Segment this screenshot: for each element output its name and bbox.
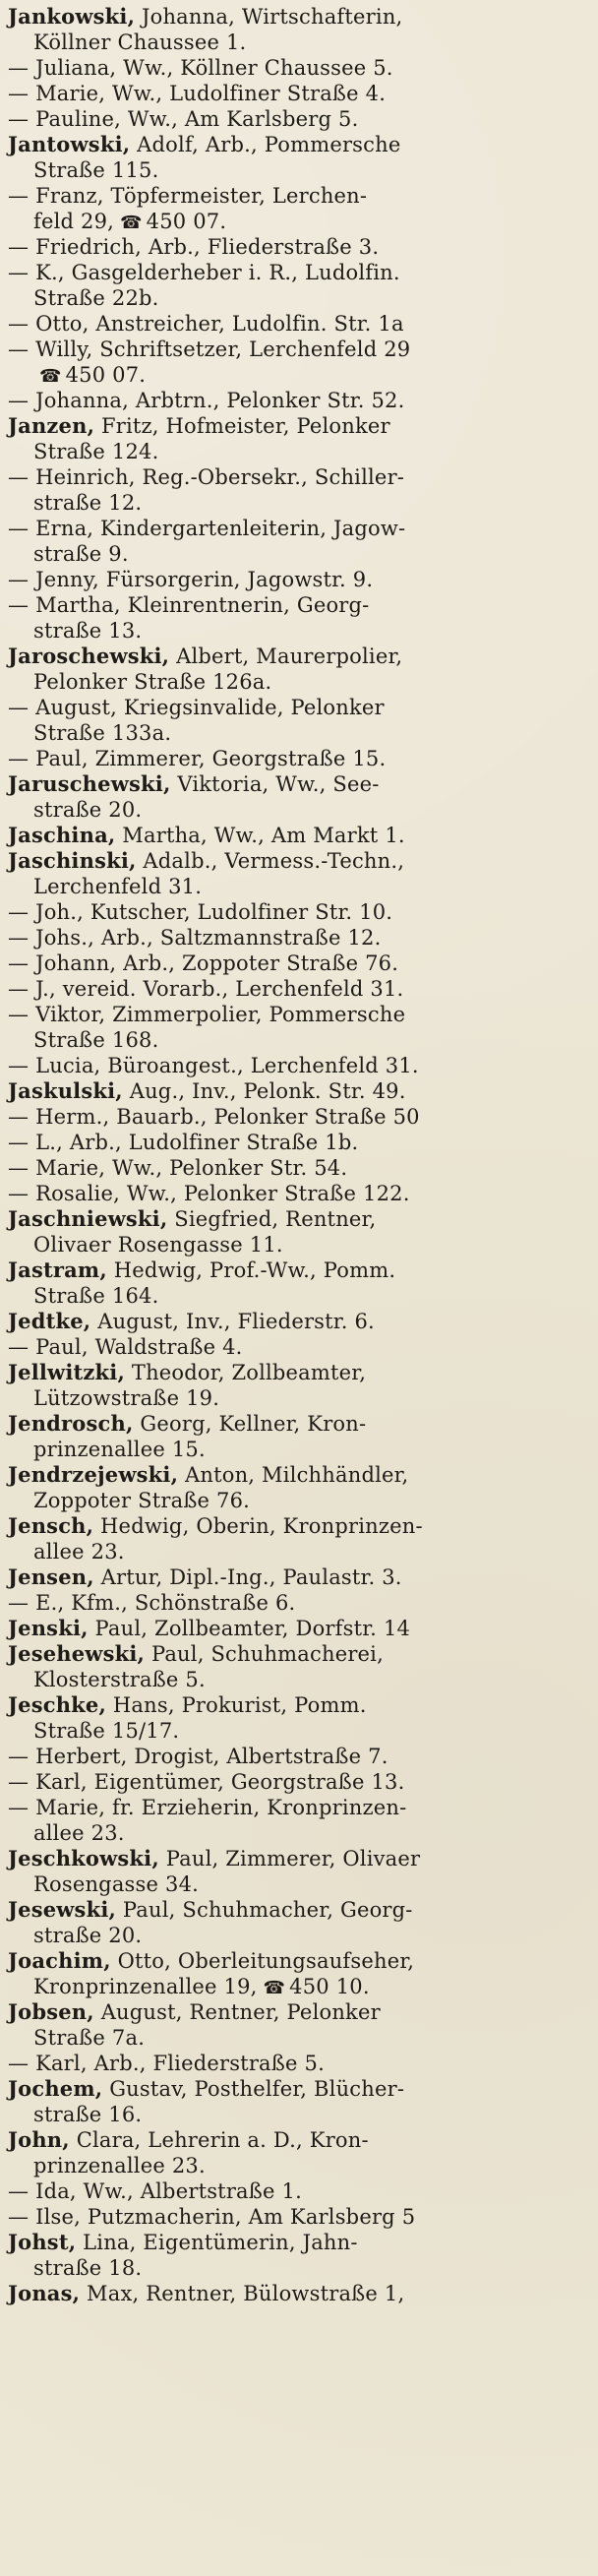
entry-continuation-line [8,439,590,464]
entry-start-line [8,413,590,439]
entry-surname: Joachim, [8,1948,111,1973]
entry-text: — Pauline, Ww., Am Karlsberg 5. [8,107,359,131]
entry-surname: Jaschinski, [8,848,137,873]
entry-continuation-line [8,1923,590,1948]
telephone-number: 450 07. [65,363,147,387]
telephone-number: 450 07. [146,210,227,233]
entry-start-line [8,2127,590,2153]
entry-dash-line [8,1104,590,1130]
entry-start-line [8,1948,590,1974]
entry-continuation-line [8,541,590,567]
entry-text: — Marie, Ww., Ludolfiner Straße 4. [8,82,387,105]
entry-continuation-text: Zoppoter Straße 76. [33,1489,251,1512]
entry-continuation-line [8,1283,590,1309]
entry-text: — Rosalie, Ww., Pelonker Straße 122. [8,1182,410,1205]
entry-dash-line [8,746,590,771]
entry-dash-line [8,55,590,81]
entry-text: — L., Arb., Ludolfiner Straße 1b. [8,1131,359,1154]
entry-continuation-text: straße 20. [33,798,143,822]
entry-surname: Johst, [8,2230,77,2254]
entry-dash-line [8,337,590,362]
entry-text: — Franz, Töpfermeister, Lerchen- [8,184,368,208]
entry-text: — Heinrich, Reg.-Obersekr., Schiller- [8,465,405,489]
entry-text: — Marie, Ww., Pelonker Str. 54. [8,1156,348,1180]
entry-start-line [8,1846,590,1871]
entry-details: Fritz, Hofmeister, Pelonker [100,414,390,438]
entry-continuation-text: Straße 22b. [33,286,159,310]
entry-dash-line [8,592,590,618]
entry-continuation-text: feld 29, [33,210,115,233]
entry-text: — Erna, Kindergartenleiterin, Jagow- [8,517,406,540]
entry-details: Hedwig, Prof.-Ww., Pomm. [113,1258,396,1282]
entry-surname: Jobsen, [8,1999,94,2024]
entry-start-line [8,1513,590,1539]
entry-start-line [8,4,590,30]
entry-continuation-line [8,1718,590,1744]
entry-text: — Marie, fr. Erzieherin, Kronprinzen- [8,1796,407,1819]
entry-details: Theodor, Zollbeamter, [131,1361,367,1384]
entry-surname: Jedtke, [8,1309,91,1333]
entry-continuation-text: Straße 164. [33,1284,159,1308]
entry-surname: Jeschkowski, [8,1846,159,1871]
entry-continuation-text: Straße 133a. [33,721,172,745]
entry-start-line [8,2281,590,2306]
entry-dash-line [8,1744,590,1769]
entry-continuation-line [8,1437,590,1462]
entry-details: Siegfried, Rentner, [174,1207,377,1231]
entry-details: Viktoria, Ww., See- [177,772,380,796]
entry-continuation-text: allee 23. [33,1540,125,1564]
entry-dash-line [8,234,590,260]
entry-continuation-text: prinzenallee 15. [33,1438,206,1461]
entry-text: — Jenny, Fürsorgerin, Jagowstr. 9. [8,568,374,591]
telephone-number: 450 10. [289,1975,370,1998]
entry-continuation-text: Olivaer Rosengasse 11. [33,1233,283,1257]
entry-dash-line [8,2051,590,2076]
telephone-icon: ☎ [120,213,143,233]
entry-start-line [8,132,590,157]
entry-surname: Jellwitzki, [8,1360,125,1384]
directory-entries [8,4,590,2306]
entry-dash-line [8,1769,590,1795]
entry-dash-line [8,1181,590,1206]
entry-dash-line [8,464,590,490]
entry-text: — Johann, Arb., Zoppoter Straße 76. [8,951,399,975]
entry-start-line [8,1462,590,1488]
entry-start-line [8,848,590,874]
entry-text: — E., Kfm., Schönstraße 6. [8,1591,296,1615]
entry-text: — Paul, Waldstraße 4. [8,1335,243,1359]
entry-dash-line [8,388,590,413]
entry-text: — J., vereid. Vorarb., Lerchenfeld 31. [8,977,404,1001]
entry-details: Otto, Oberleitungsaufseher, [117,1949,415,1973]
entry-start-line [8,1078,590,1104]
entry-continuation-line [8,2153,590,2178]
entry-text: — Paul, Zimmerer, Georgstraße 15. [8,747,387,770]
entry-dash-line [8,1590,590,1616]
entry-surname: Jensen, [8,1564,94,1589]
entry-dash-line [8,951,590,976]
entry-continuation-text: allee 23. [33,1821,125,1845]
entry-start-line [8,1206,590,1232]
entry-continuation-line [8,1385,590,1411]
entry-start-line [8,1641,590,1667]
entry-continuation-line [8,1027,590,1053]
entry-continuation-line [8,2025,590,2051]
entry-surname: Jankowski, [8,4,136,29]
entry-continuation-text: Lützowstraße 19. [33,1386,220,1410]
entry-text: — Herm., Bauarb., Pelonker Straße 50 [8,1105,420,1129]
entry-surname: John, [8,2127,70,2152]
entry-surname: Jendrzejewski, [8,1462,179,1487]
entry-start-line [8,1257,590,1283]
entry-start-line [8,1564,590,1590]
entry-start-line [8,644,590,669]
entry-continuation-line [8,1232,590,1257]
entry-continuation-line [8,618,590,644]
entry-dash-line [8,976,590,1002]
entry-details: Martha, Ww., Am Markt 1. [122,824,405,847]
entry-details: Hedwig, Oberin, Kronprinzen- [100,1514,423,1538]
entry-start-line [8,1309,590,1334]
entry-dash-line [8,1130,590,1155]
entry-continuation-text: Straße 124. [33,440,159,463]
entry-details: Anton, Milchhändler, [185,1463,409,1487]
entry-text: — Ilse, Putzmacherin, Am Karlsberg 5 [8,2205,416,2229]
entry-details: Gustav, Posthelfer, Blücher- [109,2077,405,2101]
entry-continuation-text: Lerchenfeld 31. [33,875,203,898]
entry-start-line [8,771,590,797]
entry-start-line [8,2076,590,2102]
entry-continuation-text: prinzenallee 23. [33,2154,206,2177]
entry-details: Lina, Eigentümerin, Jahn- [83,2231,358,2254]
entry-text: — Karl, Arb., Fliederstraße 5. [8,2052,325,2075]
entry-details: Paul, Zimmerer, Olivaer [165,1847,421,1871]
entry-dash-line [8,1053,590,1078]
entry-continuation-line [8,720,590,746]
entry-dash-line [8,260,590,285]
entry-dash-line [8,1002,590,1027]
entry-surname: Jendrosch, [8,1411,134,1436]
entry-surname: Jesehewski, [8,1641,146,1666]
entry-continuation-text: Straße 7a. [33,2026,146,2050]
entry-text: — Martha, Kleinrentnerin, Georg- [8,593,370,617]
entry-surname: Janzen, [8,413,95,438]
entry-continuation-line [8,1667,590,1692]
entry-continuation-line [8,30,590,55]
entry-dash-line [8,106,590,132]
entry-continuation-text: Rosengasse 34. [33,1872,200,1896]
entry-text: — Lucia, Büroangest., Lerchenfeld 31. [8,1054,419,1077]
entry-surname: Jaschina, [8,823,116,847]
entry-continuation-text: Straße 115. [33,158,159,182]
entry-continuation-line [8,2102,590,2127]
entry-text: — Joh., Kutscher, Ludolfiner Str. 10. [8,900,393,924]
entry-continuation-line [8,1871,590,1897]
entry-details: Paul, Schuhmacher, Georg- [122,1898,413,1922]
entry-surname: Jensch, [8,1513,94,1538]
entry-details: Paul, Schuhmacherei, [150,1642,384,1666]
entry-start-line [8,1999,590,2025]
entry-surname: Jaruschewski, [8,771,171,796]
entry-text: — Karl, Eigentümer, Georgstraße 13. [8,1770,405,1794]
entry-dash-line [8,2204,590,2230]
entry-start-line [8,2230,590,2255]
entry-continuation-text: straße 9. [33,542,129,566]
entry-dash-line [8,1795,590,1820]
entry-continuation-text: Klosterstraße 5. [33,1668,206,1691]
entry-dash-line [8,516,590,541]
entry-details: Artur, Dipl.-Ing., Paulastr. 3. [100,1565,402,1589]
entry-dash-line [8,1155,590,1181]
entry-text: — Juliana, Ww., Köllner Chaussee 5. [8,56,393,80]
entry-continuation-text: straße 20. [33,1924,143,1947]
entry-text: — August, Kriegsinvalide, Pelonker [8,696,385,719]
entry-details: Hans, Prokurist, Pomm. [112,1693,367,1717]
entry-continuation-text: straße 18. [33,2256,143,2280]
entry-surname: Jaschniewski, [8,1206,168,1231]
entry-continuation-text: Straße 168. [33,1028,159,1052]
entry-details: Paul, Zollbeamter, Dorfstr. 14 [94,1617,411,1640]
entry-details: Aug., Inv., Pelonk. Str. 49. [129,1079,406,1103]
entry-text: — Ida, Ww., Albertstraße 1. [8,2179,302,2203]
entry-continuation-text: Straße 15/17. [33,1719,180,1743]
entry-details: Johanna, Wirtschafterin, [142,5,403,29]
telephone-icon: ☎ [39,366,62,387]
entry-continuation-text: Kronprinzenallee 19, [33,1975,258,1998]
entry-surname: Jeschke, [8,1692,106,1717]
entry-details: Albert, Maurerpolier, [176,644,403,668]
entry-start-line [8,1616,590,1641]
entry-dash-line [8,899,590,925]
entry-continuation-line [8,2255,590,2281]
entry-text: — Johanna, Arbtrn., Pelonker Str. 52. [8,389,405,412]
entry-continuation-line [8,1539,590,1564]
entry-dash-line [8,183,590,209]
entry-surname: Jenski, [8,1616,89,1640]
entry-surname: Jaskulski, [8,1078,123,1103]
entry-continuation-text: straße 13. [33,619,143,643]
entry-continuation-text: Pelonker Straße 126a. [33,670,272,694]
entry-start-line [8,1897,590,1923]
entry-text: — Friedrich, Arb., Fliederstraße 3. [8,235,380,259]
entry-continuation-line [8,797,590,823]
entry-continuation-line [8,285,590,311]
entry-dash-line [8,1334,590,1360]
entry-continuation-line [8,157,590,183]
entry-dash-line [8,695,590,720]
entry-text: — Willy, Schriftsetzer, Lerchenfeld 29 [8,337,411,361]
telephone-icon: ☎ [263,1978,286,1998]
entry-surname: Jaroschewski, [8,644,170,668]
entry-dash-line [8,567,590,592]
entry-dash-line [8,925,590,951]
entry-details: August, Inv., Fliederstr. 6. [97,1310,375,1333]
entry-start-line [8,1411,590,1437]
entry-details: Adolf, Arb., Pommersche [137,133,401,156]
entry-text: — Viktor, Zimmerpolier, Pommersche [8,1003,406,1026]
entry-dash-line [8,311,590,337]
entry-start-line [8,1360,590,1385]
entry-continuation-line [8,1820,590,1846]
entry-details: Max, Rentner, Bülowstraße 1, [87,2282,405,2305]
entry-start-line [8,823,590,848]
entry-details: Georg, Kellner, Kron- [140,1412,367,1436]
entry-details: August, Rentner, Pelonker [100,2000,381,2024]
entry-continuation-line [8,209,590,234]
entry-text: — K., Gasgelderheber i. R., Ludolfin. [8,261,400,284]
entry-continuation-line [8,874,590,899]
entry-surname: Jochem, [8,2076,103,2101]
entry-continuation-text: straße 16. [33,2103,143,2126]
entry-text: — Otto, Anstreicher, Ludolfin. Str. 1a [8,312,404,336]
entry-details: Clara, Lehrerin a. D., Kron- [76,2128,369,2152]
entry-surname: Jastram, [8,1257,107,1282]
entry-continuation-line [8,1974,590,1999]
entry-continuation-line [8,490,590,516]
entry-continuation-line [8,1488,590,1513]
entry-start-line [8,1692,590,1718]
entry-continuation-text: Köllner Chaussee 1. [33,31,247,54]
entry-details: Adalb., Vermess.-Techn., [143,849,405,873]
entry-continuation-text: straße 12. [33,491,143,515]
entry-continuation-line [8,669,590,695]
entry-text: — Johs., Arb., Saltzmannstraße 12. [8,926,382,950]
entry-continuation-line [8,362,590,388]
entry-dash-line [8,2178,590,2204]
entry-dash-line [8,81,590,106]
entry-text: — Herbert, Drogist, Albertstraße 7. [8,1745,389,1768]
entry-surname: Jesewski, [8,1897,117,1922]
entry-surname: Jonas, [8,2281,81,2305]
entry-surname: Jantowski, [8,132,131,156]
